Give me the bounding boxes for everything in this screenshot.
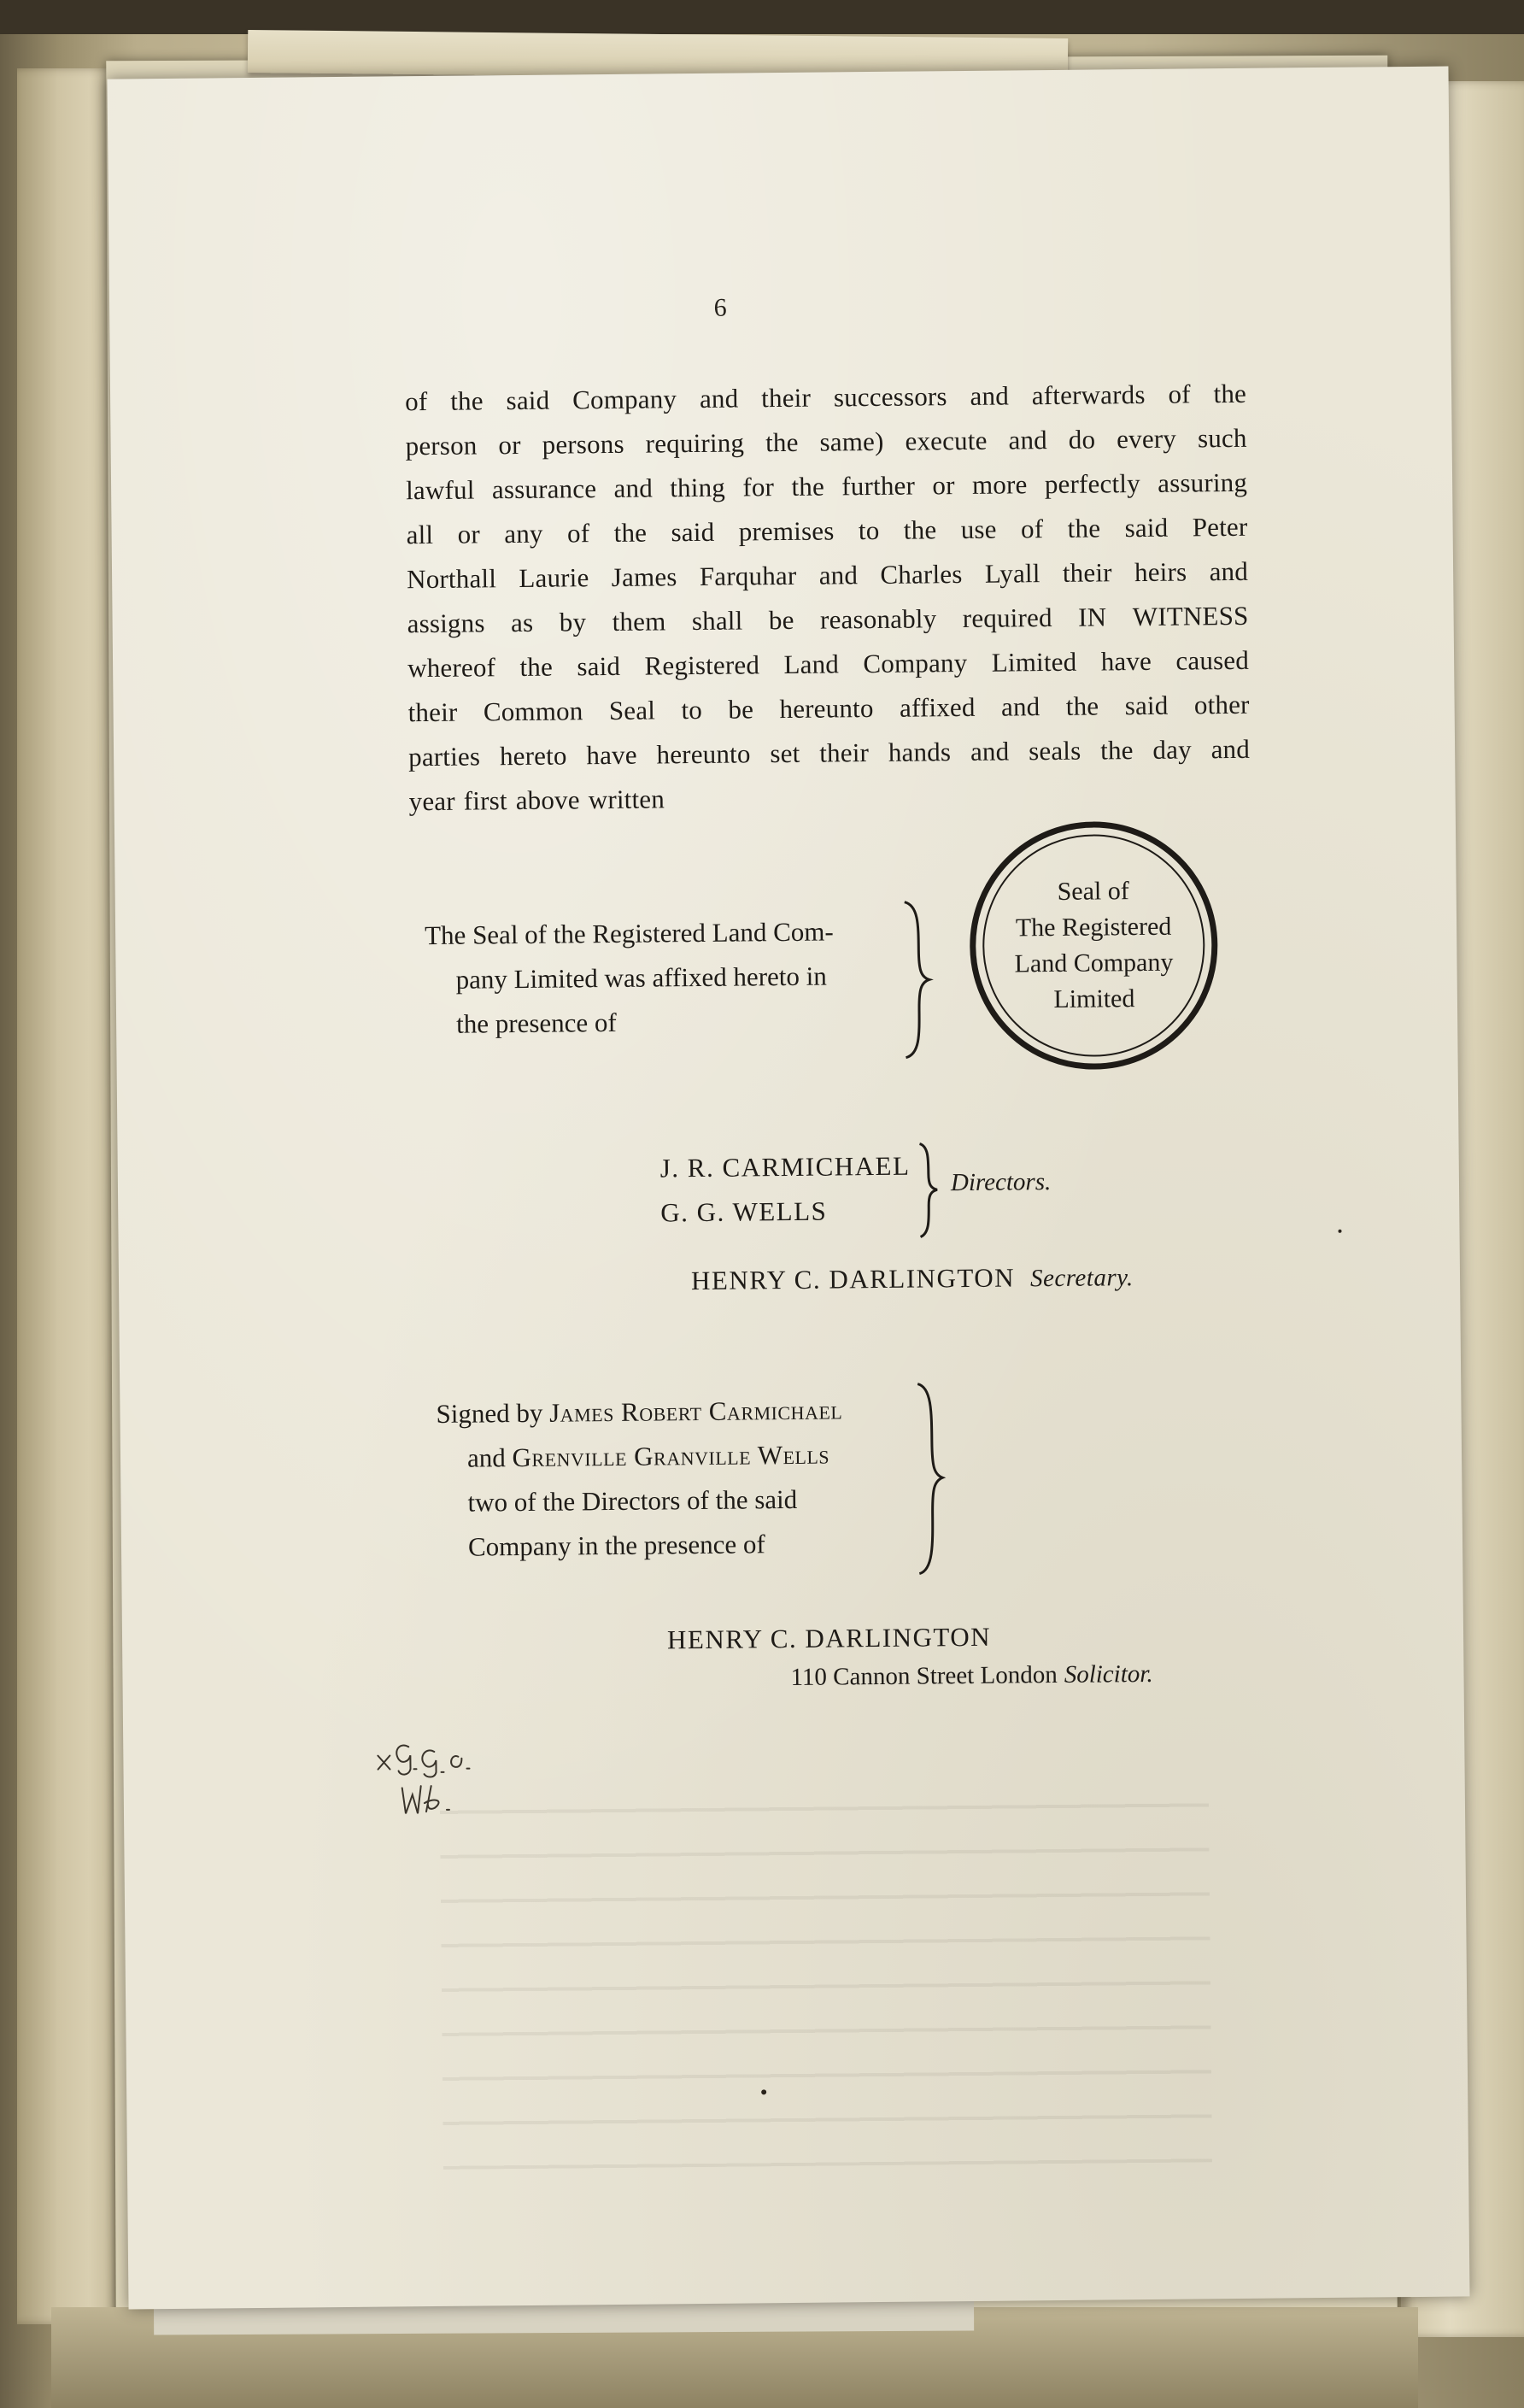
body-word: shall <box>691 605 743 637</box>
body-word: the <box>791 471 825 502</box>
body-word: and <box>1209 555 1249 587</box>
body-word: assurance <box>491 473 597 505</box>
secretary-name: HENRY C. DARLINGTON <box>690 1262 1016 1296</box>
right-brace-icon <box>916 1141 942 1239</box>
body-word: the <box>1100 735 1134 766</box>
body-word: use <box>960 514 997 545</box>
body-word: their <box>1062 557 1112 588</box>
seal-text: Seal of <box>1057 877 1129 906</box>
body-word: or <box>457 519 481 549</box>
body-word: execute <box>905 425 988 456</box>
body-word: person <box>405 430 478 461</box>
secretary-role-label: Secretary. <box>1029 1264 1134 1293</box>
body-word: the <box>613 517 648 548</box>
secretary-signature <box>691 1261 1134 1296</box>
body-word: Charles <box>880 559 963 590</box>
body-word: first <box>463 785 507 816</box>
signatory-name: Grenville Granville Wells <box>512 1439 830 1473</box>
body-word: them <box>612 606 666 637</box>
body-word: WITNESS <box>1132 600 1249 632</box>
body-word: caused <box>1175 644 1250 676</box>
body-word: thing <box>670 472 726 503</box>
body-word: or <box>932 470 955 501</box>
body-word: of <box>404 386 428 417</box>
body-word: to <box>858 514 880 546</box>
body-word: the <box>450 385 484 416</box>
body-word: the <box>519 651 554 682</box>
page-number: 6 <box>713 293 727 322</box>
body-word: James <box>611 561 677 592</box>
body-line <box>407 549 1248 602</box>
body-word: by <box>559 607 587 637</box>
deed-body-text <box>405 372 1251 824</box>
body-word: said <box>577 650 621 682</box>
seal-text: Limited <box>1053 984 1135 1014</box>
body-line <box>407 638 1249 690</box>
body-word: said <box>671 516 715 548</box>
director-name: J. R. CARMICHAEL <box>659 1150 911 1183</box>
body-word: Common <box>483 696 583 727</box>
body-word: every <box>1117 423 1177 455</box>
signing-clause-line <box>437 1432 843 1481</box>
body-word: Seal <box>608 695 656 725</box>
body-line <box>408 727 1250 779</box>
body-word: and <box>818 560 859 590</box>
body-word: of <box>1168 379 1191 409</box>
body-word: above <box>515 784 580 816</box>
body-word: affixed <box>899 691 976 723</box>
body-word: such <box>1197 422 1247 454</box>
director-name: G. G. WELLS <box>660 1195 828 1228</box>
body-word: further <box>841 470 916 502</box>
signing-clause <box>436 1388 844 1570</box>
seal-clause-line: pany Limited was affixed hereto in <box>455 960 827 995</box>
body-word: to <box>681 694 703 725</box>
body-word: other <box>1193 689 1250 720</box>
body-word: and <box>613 473 654 503</box>
body-word: their <box>407 696 458 728</box>
body-line <box>408 772 1250 824</box>
signed-by-prefix: Signed by <box>436 1397 543 1429</box>
ink-speck <box>1338 1230 1341 1233</box>
seal-attestation-clause <box>425 909 904 1047</box>
body-word: as <box>510 607 534 638</box>
show-through-text <box>440 1777 1212 2170</box>
seal-text: Land Company <box>1014 948 1174 978</box>
body-word: and <box>699 383 739 414</box>
body-line <box>405 372 1246 424</box>
body-word: seals <box>1028 735 1081 766</box>
body-word: hands <box>888 737 952 767</box>
body-word: and <box>1210 733 1251 765</box>
body-line <box>407 683 1249 735</box>
body-word: the <box>903 514 937 545</box>
solicitor-role-label: Solicitor. <box>1064 1659 1153 1689</box>
body-word: hereto <box>499 740 567 772</box>
body-word: heirs <box>1134 556 1187 588</box>
body-word: and <box>970 736 1010 766</box>
body-word: requiring <box>645 427 745 459</box>
signing-clause-line: Company in the presence of <box>467 1529 765 1562</box>
seal-clause-line: the presence of <box>455 1007 617 1039</box>
body-word: of <box>1020 514 1044 544</box>
body-word: Registered <box>644 649 760 681</box>
body-word: assigns <box>407 608 485 639</box>
body-word: persons <box>542 428 624 460</box>
body-word: reasonably <box>819 603 937 635</box>
body-word: required <box>962 602 1052 634</box>
signatory-name: James Robert Carmichael <box>548 1395 843 1428</box>
body-word: Land <box>783 649 840 680</box>
body-word: said <box>1124 512 1169 543</box>
body-word: day <box>1152 734 1192 765</box>
body-word: said <box>1124 690 1169 721</box>
seal-text: The Registered <box>1015 912 1172 943</box>
body-word: have <box>586 739 637 771</box>
body-word: be <box>768 604 794 636</box>
signing-clause-line <box>436 1388 842 1436</box>
handwritten-initials <box>371 1720 491 1824</box>
body-word: hereunto <box>656 738 751 770</box>
body-word: parties <box>407 741 481 772</box>
body-word: Farquhar <box>699 560 797 591</box>
body-word: whereof <box>407 652 496 684</box>
body-word: IN <box>1078 602 1107 632</box>
right-brace-icon <box>900 898 935 1060</box>
company-seal <box>969 820 1219 1071</box>
body-word: Peter <box>1192 511 1248 543</box>
solicitor-name: HENRY C. DARLINGTON <box>666 1621 992 1655</box>
body-word: successors <box>833 381 947 413</box>
body-word: their <box>819 737 870 768</box>
body-word: the <box>1065 690 1099 721</box>
body-word: of <box>566 518 590 549</box>
body-word: Limited <box>991 646 1077 678</box>
seal-clause-line: The Seal of the Registered Land Com- <box>424 916 834 951</box>
body-word: set <box>770 737 800 769</box>
body-word: Lyall <box>984 558 1040 589</box>
body-line <box>405 416 1246 468</box>
body-word: for <box>742 472 775 502</box>
signing-clause-line: two of the Directors of the said <box>467 1483 798 1518</box>
body-word: and <box>970 380 1010 411</box>
body-word: afterwards <box>1031 379 1146 411</box>
body-word: and <box>1008 425 1048 455</box>
body-word: year <box>408 785 455 817</box>
body-word: premises <box>738 515 835 547</box>
body-word: hereunto <box>779 693 874 725</box>
body-line <box>406 505 1247 557</box>
body-word: have <box>1100 645 1152 677</box>
body-word: lawful <box>405 474 475 506</box>
body-word: more <box>971 469 1028 500</box>
signed-by-conjunction: and <box>466 1442 506 1473</box>
body-word: Laurie <box>519 562 589 593</box>
body-word: be <box>728 694 754 725</box>
body-word: their <box>761 382 812 414</box>
page-stack-left-edge <box>17 68 120 2324</box>
solicitor-address: 110 Cannon Street London <box>790 1661 1058 1692</box>
body-word: all <box>406 519 434 550</box>
body-word: the <box>1213 378 1247 409</box>
body-word: assuring <box>1157 467 1248 498</box>
body-word: Company <box>572 384 677 415</box>
body-word: Company <box>863 647 968 679</box>
right-brace-icon <box>912 1380 948 1577</box>
directors-role-label: Directors. <box>950 1168 1052 1197</box>
body-word: the <box>765 426 799 458</box>
body-word: perfectly <box>1044 468 1140 500</box>
body-word: same) <box>819 426 884 457</box>
body-word: and <box>1000 691 1040 722</box>
document-page <box>108 67 1470 2310</box>
body-line <box>406 461 1247 513</box>
solicitor-address-line <box>790 1660 1152 1692</box>
body-word: or <box>498 429 521 461</box>
body-word: the <box>1067 513 1101 543</box>
seal-inner-ring <box>982 833 1205 1057</box>
body-word: Northall <box>406 563 497 595</box>
ink-speck <box>761 2089 766 2094</box>
body-word: any <box>504 518 543 549</box>
directors-signatures <box>660 1144 911 1236</box>
body-line <box>407 594 1248 646</box>
body-word: do <box>1068 424 1096 455</box>
body-word: said <box>506 385 550 416</box>
body-word: written <box>588 784 665 815</box>
